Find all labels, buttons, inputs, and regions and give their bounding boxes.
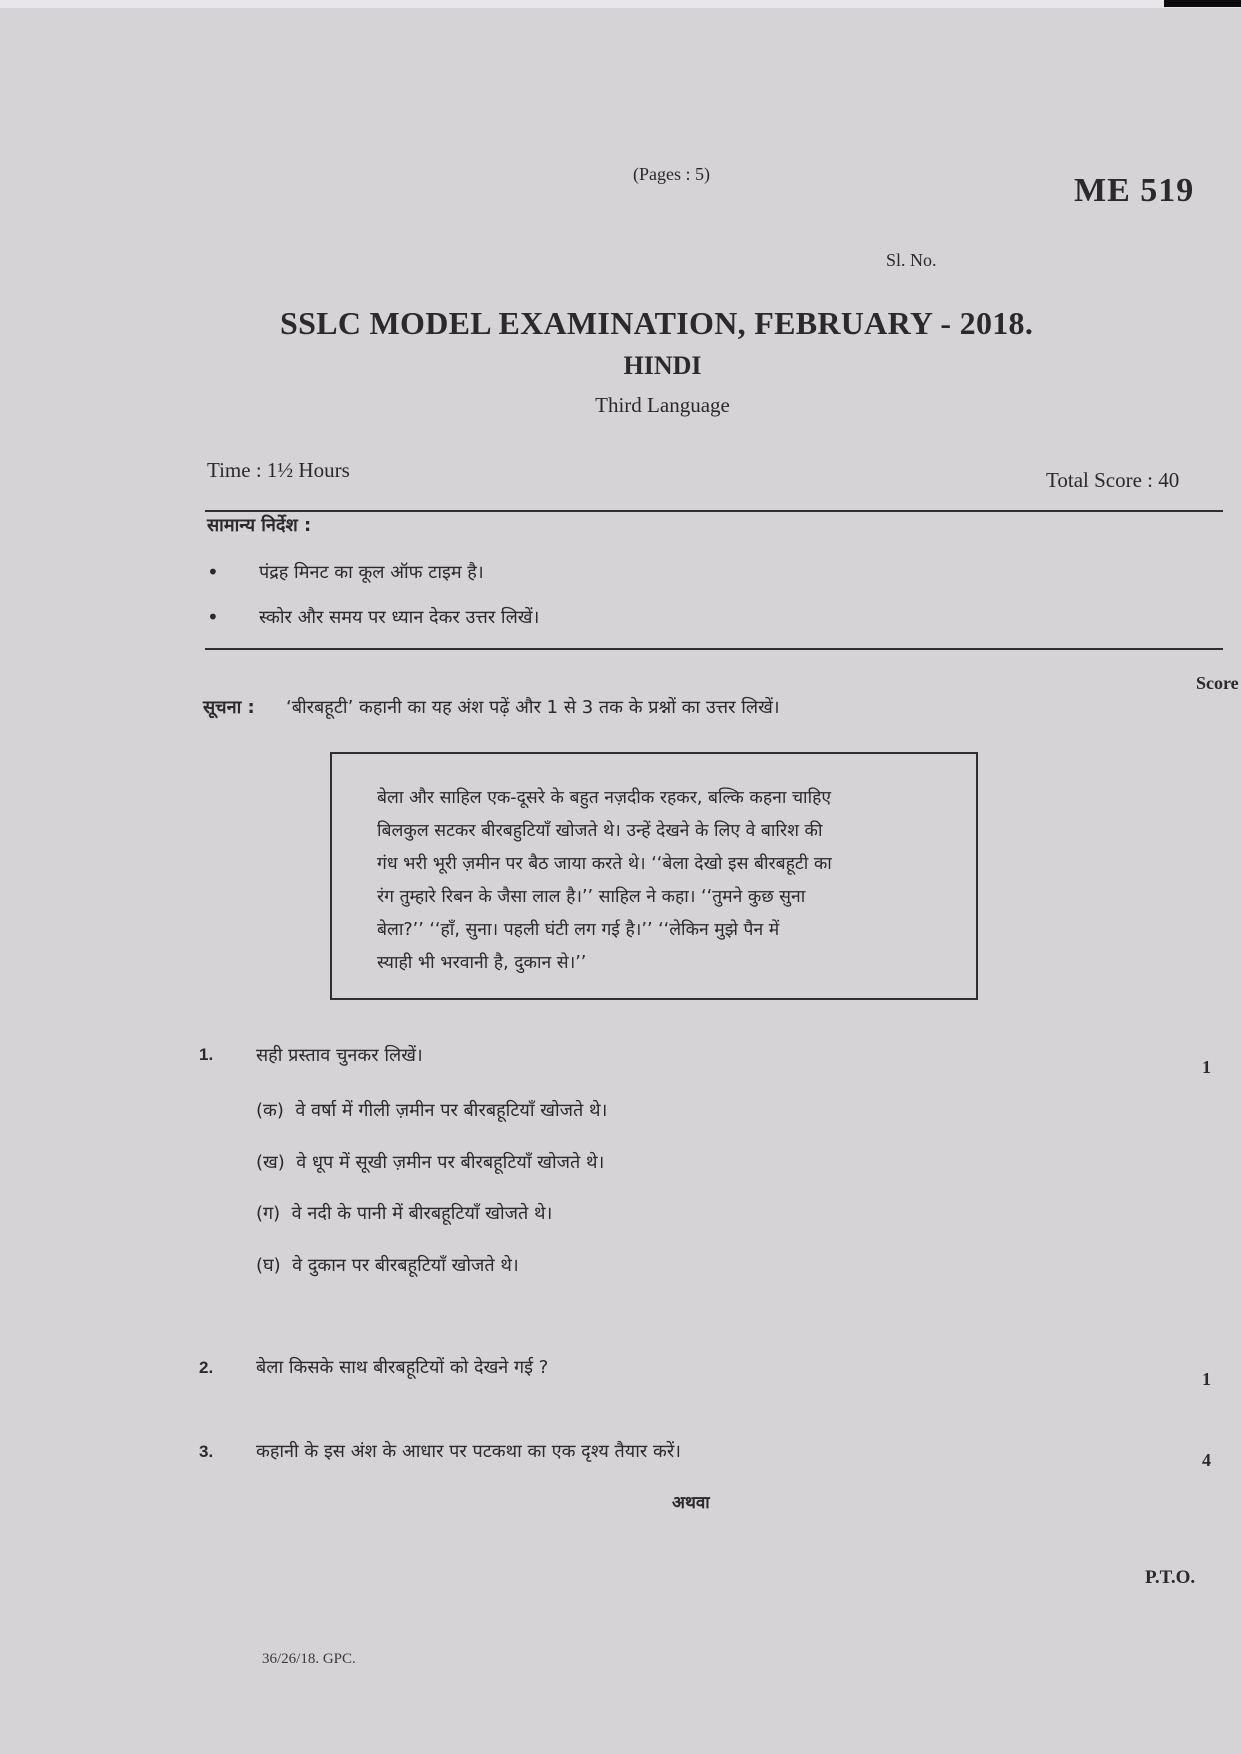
option-label: (ख) — [256, 1152, 285, 1173]
question-score: 1 — [1202, 1057, 1211, 1077]
bullet-icon: • — [207, 605, 219, 629]
instruction-item: • पंद्रह मिनट का कूल ऑफ टाइम है। — [207, 560, 484, 584]
question-score: 1 — [1202, 1369, 1211, 1389]
please-turn-over: P.T.O. — [1145, 1567, 1196, 1588]
option-item — [256, 1253, 519, 1277]
option-item — [256, 1150, 604, 1174]
subject-title: HINDI — [623, 351, 702, 380]
passage-line: गंध भरी भूरी ज़मीन पर बैठ जाया करते थे। ‘‘बेला देखो इस बीरबहूटी का — [377, 854, 832, 874]
passage-line: रंग तुम्हारे रिबन के जैसा लाल है।’’ साहिल ने कहा। ‘‘तुमने कुछ सुना — [377, 887, 806, 907]
question-text: कहानी के इस अंश के आधार पर पटकथा का एक दृश्य तैयार करें। — [256, 1441, 682, 1462]
bullet-icon: • — [207, 560, 219, 584]
serial-number-label: Sl. No. — [886, 250, 937, 270]
question-number: 2. — [199, 1358, 214, 1377]
question-text: बेला किसके साथ बीरबहूटियों को देखने गई ? — [256, 1357, 549, 1378]
language-subtitle: Third Language — [595, 393, 730, 417]
option-label: (क) — [256, 1100, 284, 1121]
option-item — [256, 1201, 552, 1225]
notice-label: सूचना : — [203, 697, 255, 718]
reading-passage-box — [330, 752, 978, 1000]
page-count: (Pages : 5) — [633, 164, 710, 184]
instruction-item: • स्कोर और समय पर ध्यान देकर उत्तर लिखें। — [207, 605, 540, 629]
option-text: वे वर्षा में गीली ज़मीन पर बीरबहूटियाँ खोजते थे। — [295, 1100, 608, 1121]
passage-line: बिलकुल सटकर बीरबहुटियाँ खोजते थे। उन्हें देखने के लिए वे बारिश की — [377, 821, 823, 841]
question-number: 1. — [199, 1045, 214, 1064]
option-item — [256, 1098, 607, 1122]
total-score: Total Score : 40 — [1046, 468, 1180, 492]
scan-dark-corner — [1164, 0, 1241, 7]
passage-line: बेला और साहिल एक-दूसरे के बहुत नज़दीक रहकर, बल्कि कहना चाहिए — [377, 788, 832, 808]
notice-text: ‘बीरबहूटी’ कहानी का यह अंश पढ़ें और 1 से 3 तक के प्रश्नों का उत्तर लिखें। — [286, 697, 780, 718]
option-label: (ग) — [256, 1203, 281, 1224]
option-text: वे नदी के पानी में बीरबहूटियाँ खोजते थे। — [291, 1203, 553, 1224]
option-label: (घ) — [256, 1255, 281, 1276]
paper-code: ME 519 — [1074, 172, 1195, 209]
score-column-header: Score — [1196, 673, 1239, 693]
time-allowed: Time : 1½ Hours — [207, 458, 350, 482]
passage-line: स्याही भी भरवानी है, दुकान से।’’ — [377, 953, 587, 973]
passage-line: बेला?’’ ‘‘हाँ, सुना। पहली घंटी लग गई है।’’ ‘‘लेकिन मुझे पैन में — [377, 920, 780, 940]
option-text: वे धूप में सूखी ज़मीन पर बीरबहूटियाँ खोजते थे। — [296, 1152, 605, 1173]
scan-top-edge — [0, 0, 1241, 8]
footer-print-code: 36/26/18. GPC. — [262, 1651, 356, 1667]
divider-bottom — [205, 648, 1223, 650]
general-instructions-heading: सामान्य निर्देश : — [207, 515, 312, 536]
option-text: वे दुकान पर बीरबहूटियाँ खोजते थे। — [292, 1255, 519, 1276]
question-score: 4 — [1202, 1450, 1211, 1470]
question-text: सही प्रस्ताव चुनकर लिखें। — [256, 1045, 423, 1066]
divider-top — [205, 510, 1223, 512]
question-number: 3. — [199, 1442, 214, 1461]
or-separator: अथवा — [672, 1493, 710, 1513]
exam-title: SSLC MODEL EXAMINATION, FEBRUARY - 2018. — [280, 305, 1034, 341]
